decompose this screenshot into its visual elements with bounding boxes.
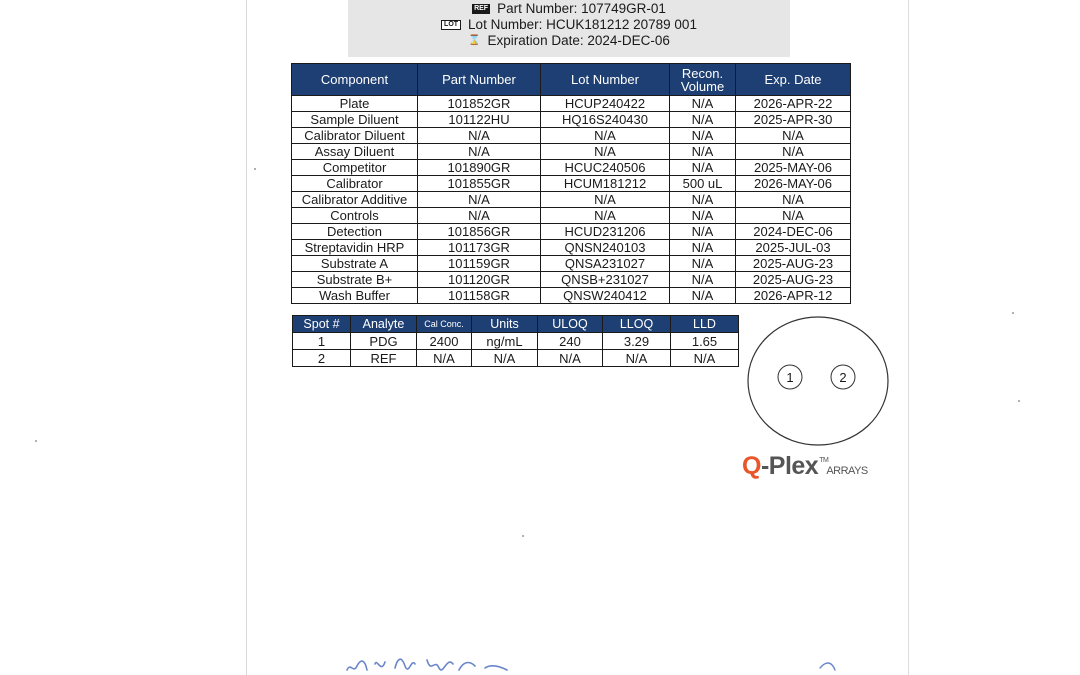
column-header: Units [472, 316, 538, 333]
lot-number: Lot Number: HCUK181212 20789 001 [468, 17, 697, 32]
table-cell: Sample Diluent [292, 112, 418, 128]
hourglass-icon: ⌛ [468, 35, 481, 46]
table-cell: N/A [736, 192, 851, 208]
table-row [292, 224, 851, 240]
column-header: Component [292, 64, 418, 96]
table-row [292, 256, 851, 272]
column-header: Spot # [293, 316, 351, 333]
table-cell: 2025-APR-30 [736, 112, 851, 128]
table-cell: REF [351, 350, 417, 367]
well-diagram [746, 315, 913, 448]
table-row [293, 333, 739, 350]
table-cell: 500 uL [670, 176, 736, 192]
q-plex-logo [742, 452, 868, 481]
table-cell: HQ16S240430 [541, 112, 670, 128]
column-header: Cal Conc. [417, 316, 472, 333]
table-cell: N/A [541, 128, 670, 144]
table-cell: N/A [603, 350, 671, 367]
table-cell: 101122HU [418, 112, 541, 128]
table-cell: 101120GR [418, 272, 541, 288]
column-header: Exp. Date [736, 64, 851, 96]
logo-text: -Plex [760, 452, 819, 480]
table-cell: PDG [351, 333, 417, 350]
table-cell: Streptavidin HRP [292, 240, 418, 256]
table-row [292, 144, 851, 160]
scan-speck [1018, 400, 1020, 402]
column-header: LLD [671, 316, 739, 333]
column-header: LLOQ [603, 316, 671, 333]
table-cell: N/A [538, 350, 603, 367]
table-cell: Competitor [292, 160, 418, 176]
table-cell: N/A [541, 144, 670, 160]
table-cell: N/A [670, 96, 736, 112]
table-cell: Plate [292, 96, 418, 112]
table-cell: QNSN240103 [541, 240, 670, 256]
table-cell: 2026-APR-22 [736, 96, 851, 112]
table-row [292, 272, 851, 288]
table-cell: 2 [293, 350, 351, 367]
logo-q: Q [742, 452, 761, 480]
table-row [292, 96, 851, 112]
table-cell: 2025-MAY-06 [736, 160, 851, 176]
table-row [292, 208, 851, 224]
table-cell: Substrate A [292, 256, 418, 272]
table-cell: N/A [670, 224, 736, 240]
table-cell: Substrate B+ [292, 272, 418, 288]
table-cell: 2025-JUL-03 [736, 240, 851, 256]
table-row [292, 192, 851, 208]
expiration-line [348, 33, 790, 49]
table-cell: 2026-APR-12 [736, 288, 851, 304]
table-cell: QNSB+231027 [541, 272, 670, 288]
expiration-date: Expiration Date: 2024-DEC-06 [487, 33, 670, 48]
table-cell: 1 [293, 333, 351, 350]
part-number: Part Number: 107749GR-01 [497, 1, 666, 16]
table-cell: Controls [292, 208, 418, 224]
well-outline [748, 317, 888, 445]
table-header-row [293, 316, 739, 333]
table-cell: HCUM181212 [541, 176, 670, 192]
table-cell: 101856GR [418, 224, 541, 240]
scan-speck [522, 535, 524, 537]
table-row [292, 176, 851, 192]
column-header: Lot Number [541, 64, 670, 96]
lot-icon: LOT [441, 20, 461, 30]
table-cell: Assay Diluent [292, 144, 418, 160]
table-cell: Detection [292, 224, 418, 240]
table-cell: 2400 [417, 333, 472, 350]
spot-label: 2 [839, 370, 847, 385]
part-number-line [348, 1, 790, 17]
table-cell: Wash Buffer [292, 288, 418, 304]
lot-number-line [348, 17, 790, 33]
table-cell: N/A [670, 144, 736, 160]
ref-icon: REF [474, 5, 489, 12]
table-cell: 101855GR [418, 176, 541, 192]
table-cell: N/A [670, 112, 736, 128]
scan-speck [254, 168, 256, 170]
table-cell: N/A [670, 192, 736, 208]
table-cell: N/A [671, 350, 739, 367]
column-header: ULOQ [538, 316, 603, 333]
column-header: Recon. Volume [670, 64, 736, 96]
table-cell: QNSA231027 [541, 256, 670, 272]
table-cell: N/A [670, 208, 736, 224]
table-cell: N/A [472, 350, 538, 367]
table-cell: 1.65 [671, 333, 739, 350]
table-cell: N/A [670, 128, 736, 144]
table-cell: N/A [670, 160, 736, 176]
table-cell: N/A [418, 208, 541, 224]
table-cell: 101158GR [418, 288, 541, 304]
logo-tm: TM [819, 457, 829, 464]
table-row [293, 350, 739, 367]
column-header: Analyte [351, 316, 417, 333]
table-cell: N/A [541, 208, 670, 224]
components-table [291, 63, 851, 304]
table-cell: HCUP240422 [541, 96, 670, 112]
table-cell: N/A [418, 128, 541, 144]
table-cell: Calibrator Diluent [292, 128, 418, 144]
table-cell: 3.29 [603, 333, 671, 350]
table-cell: N/A [418, 192, 541, 208]
table-cell: 101852GR [418, 96, 541, 112]
page-edge [246, 0, 247, 675]
table-cell: N/A [418, 144, 541, 160]
table-cell: N/A [670, 272, 736, 288]
table-cell: N/A [670, 240, 736, 256]
table-cell: N/A [417, 350, 472, 367]
table-row [292, 112, 851, 128]
table-cell: HCUC240506 [541, 160, 670, 176]
table-cell: HCUD231206 [541, 224, 670, 240]
table-cell: N/A [736, 144, 851, 160]
table-cell: 2026-MAY-06 [736, 176, 851, 192]
kit-info-header [348, 0, 790, 57]
table-cell: 101173GR [418, 240, 541, 256]
table-cell: QNSW240412 [541, 288, 670, 304]
table-row [292, 160, 851, 176]
spot-label: 1 [786, 370, 794, 385]
table-cell: 240 [538, 333, 603, 350]
scan-speck [35, 440, 37, 442]
table-cell: 101890GR [418, 160, 541, 176]
table-cell: 2025-AUG-23 [736, 272, 851, 288]
table-row [292, 240, 851, 256]
table-cell: Calibrator [292, 176, 418, 192]
table-row [292, 288, 851, 304]
logo-arrays: ARRAYS [826, 465, 868, 477]
table-cell: N/A [541, 192, 670, 208]
table-cell: N/A [736, 208, 851, 224]
table-header-row [292, 64, 851, 96]
table-cell: N/A [670, 256, 736, 272]
table-cell: ng/mL [472, 333, 538, 350]
table-cell: Calibrator Additive [292, 192, 418, 208]
signature [335, 640, 855, 675]
table-cell: N/A [736, 128, 851, 144]
column-header: Part Number [418, 64, 541, 96]
table-cell: 2024-DEC-06 [736, 224, 851, 240]
table-cell: 2025-AUG-23 [736, 256, 851, 272]
table-row [292, 128, 851, 144]
spot-table [292, 315, 739, 367]
table-cell: N/A [670, 288, 736, 304]
table-cell: 101159GR [418, 256, 541, 272]
scan-speck [1012, 312, 1014, 314]
